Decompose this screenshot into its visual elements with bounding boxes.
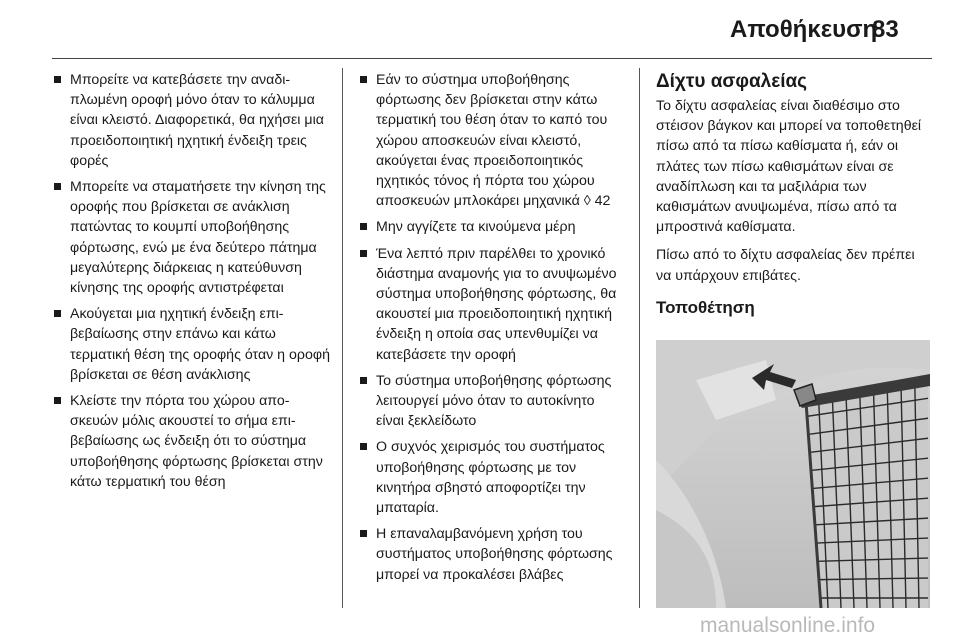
- safety-net-illustration: [656, 340, 930, 608]
- bullet-icon: [54, 310, 61, 317]
- sub-heading: Τοποθέτηση: [656, 297, 755, 317]
- bullet-icon: [360, 223, 367, 230]
- column-divider-2: [639, 68, 640, 608]
- bullet-icon: [360, 250, 367, 257]
- section-heading: Δίχτυ ασφαλείας: [656, 71, 808, 92]
- page-title: Αποθήκευση: [730, 16, 878, 43]
- list-item: Μπορείτε να κατεβάσετε την αναδιπλωμένη οροφή μόνο όταν το κάλυμμα είναι κλειστό. Διαφορετικά, θα ηχήσει μια προειδοποιητική ηχητική ένδειξη τρεις φορές: [54, 70, 330, 171]
- paragraph: Πίσω από το δίχτυ ασφαλείας δεν πρέπει να υπάρχουν επιβάτες.: [656, 247, 915, 284]
- bullet-icon: [54, 76, 61, 83]
- list-item: Το σύστημα υποβοήθησης φόρτωσης λειτουργεί μόνο όταν το αυτοκίνητο είναι ξεκλείδωτο: [360, 371, 626, 432]
- paragraph: Το δίχτυ ασφαλείας είναι διαθέσιμο στο στέισον βάγκον και μπορεί να τοποθετηθεί πίσω από τα πίσω καθίσματα ή, εάν οι πλάτες των πίσω καθισμάτων είναι σε αναδίπλωση και τα μαξιλάρια των καθισμάτων ανυψωμένα, πίσω από τα μπροστινά καθίσματα.: [656, 98, 922, 236]
- bullet-icon: [54, 183, 61, 190]
- bullet-icon: [360, 530, 367, 537]
- list-item: Κλείστε την πόρτα του χώρου αποσκευών μόλις ακουστεί το σήμα επιβεβαίωσης ως ένδειξη ότι το σύστημα υποβοήθησης φόρτωσης βρίσκεται στην κάτω τερματική του θέση: [54, 391, 330, 492]
- column-divider-1: [342, 68, 343, 608]
- column-right: [656, 70, 928, 318]
- bullet-icon: [54, 397, 61, 404]
- bullet-icon: [360, 443, 367, 450]
- watermark: manualsonline.info: [700, 614, 876, 637]
- column-left: [54, 70, 330, 498]
- bullet-icon: [360, 76, 367, 83]
- list-item: Ο συχνός χειρισμός του συστήματος υποβοήθησης φόρτωσης με τον κινητήρα σβηστό αποφορτίζει την μπαταρία.: [360, 437, 626, 518]
- list-item: Εάν το σύστημα υποβοήθησης φόρτωσης δεν βρίσκεται στην κάτω τερματική του θέση όταν το καπό του χώρου αποσκευών είναι κλειστό, ακούγεται ένας προειδοποιητικός ηχητικός τόνος ή πόρτα του χώρου αποσκευών μπλοκάρει μηχανικά ◊ 42: [360, 70, 626, 211]
- list-item: Ακούγεται μια ηχητική ένδειξη επιβεβαίωσης στην επάνω και κάτω τερματική θέση της οροφής όταν η οροφή βρίσκεται σε θέση ανάκλισης: [54, 304, 330, 385]
- header-divider: [52, 58, 932, 59]
- list-item: Μπορείτε να σταματήσετε την κίνηση της οροφής που βρίσκεται σε ανάκλιση πατώντας το κουμπί υποβοήθησης φόρτωσης, ενώ με ένα δεύτερο πάτημα μεγαλύτερης διάρκειας η κατεύθυνση κίνησης της οροφής αντιστρέφεται: [54, 177, 330, 298]
- list-item: Ένα λεπτό πριν παρέλθει το χρονικό διάστημα αναμονής για το ανυψωμένο σύστημα υποβοήθησης φόρτωσης, θα ακουστεί μια προειδοποιητική ηχητική ένδειξη η οποία σας υπενθυμίζει να κατεβάσετε την οροφή: [360, 244, 626, 365]
- list-item: Μην αγγίζετε τα κινούμενα μέρη: [360, 217, 626, 237]
- column-middle: [360, 70, 626, 591]
- page-number: 83: [872, 16, 899, 43]
- bullet-icon: [360, 377, 367, 384]
- list-item: Η επαναλαμβανόμενη χρήση του συστήματος υποβοήθησης φόρτωσης μπορεί να προκαλέσει βλάβες: [360, 524, 626, 585]
